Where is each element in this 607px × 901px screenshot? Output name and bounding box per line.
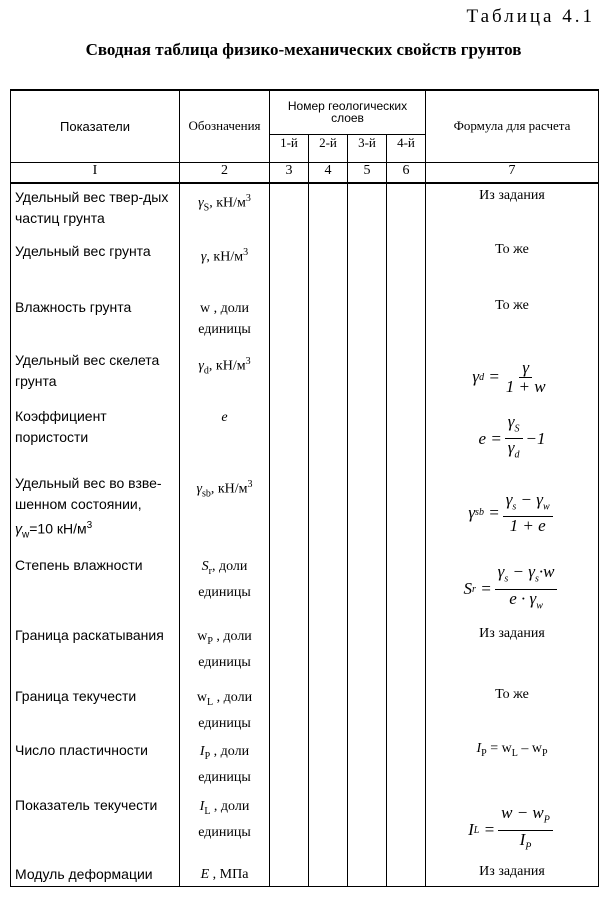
formula-cell: $I_P = w_L - w_P$ — [426, 737, 599, 792]
indicator-cell: Степень влажности — [11, 552, 180, 622]
symbol-cell: e — [180, 403, 270, 470]
symbol-cell: $\gamma_{sb}$, $кН/м^3$ — [180, 470, 270, 552]
formula-cell: γ sb = $\frac{\gamma_s - \gamma_w}{1 + e}$ — [426, 470, 599, 552]
header-layer-number: Номер геологических слоев — [270, 90, 426, 134]
header-designations: Обозначения — [180, 90, 270, 162]
table-row — [11, 470, 599, 552]
col-number-1: I — [11, 162, 180, 183]
table-row — [11, 294, 599, 347]
symbol-cell: $\gamma_d$, $кН/м^3$ — [180, 347, 270, 403]
table-row — [11, 238, 599, 294]
formula-cell: Из задания — [426, 622, 599, 683]
table-row — [11, 683, 599, 737]
symbol-cell: w , доли единицы — [180, 294, 270, 347]
table-row — [11, 622, 599, 683]
page-title: Сводная таблица физико-механических свойств грунтов — [85, 40, 522, 59]
properties-table — [10, 89, 599, 887]
formula-cell: S r = $\frac{\gamma_s - \gamma_s\cdot w}{e \cdot \gamma_w}$ — [426, 552, 599, 622]
header-layer-1: 1-й — [270, 134, 309, 162]
table-row — [11, 792, 599, 864]
indicator-cell: Модуль деформации — [11, 864, 180, 886]
symbol-cell: γ, $кН/м^3$ — [180, 238, 270, 294]
symbol-cell: $S_r$, доли единицы — [180, 552, 270, 622]
table-row — [11, 403, 599, 470]
symbol-cell: $\gamma_S$, $кН/м^3$ — [180, 183, 270, 238]
col-number-2: 2 — [180, 162, 270, 183]
indicator-cell: Удельный вес во взве- шенном состоянии, $\gamma_w=10$ $кН/м^3$ — [11, 470, 180, 552]
table-row — [11, 737, 599, 792]
indicator-cell: Удельный вес грунта — [11, 238, 180, 294]
indicator-cell: Удельный вес твер-дых частиц грунта — [11, 183, 180, 238]
formula-cell: Из задания — [426, 864, 599, 886]
symbol-cell: E , МПа — [180, 864, 270, 886]
header-indicators: Показатели — [11, 90, 180, 162]
header-formula: Формула для расчета — [426, 90, 599, 162]
col-number-3: 3 — [270, 162, 309, 183]
indicator-cell: Число пластичности — [11, 737, 180, 792]
indicator-cell: Граница раскатывания — [11, 622, 180, 683]
col-number-7: 7 — [426, 162, 599, 183]
indicator-cell: Влажность грунта — [11, 294, 180, 347]
formula-cell: γ d = $\frac{\gamma}{1 + w}$ — [426, 347, 599, 403]
table-row — [11, 552, 599, 622]
symbol-cell: $w_L$ , доли единицы — [180, 683, 270, 737]
formula-cell: e = $\frac{\gamma_S}{\gamma_d}$ −1 — [426, 403, 599, 470]
formula-cell: Из задания — [426, 183, 599, 238]
table-caption: Таблица 4.1 — [466, 6, 595, 27]
col-number-6: 6 — [387, 162, 426, 183]
formula-cell: То же — [426, 238, 599, 294]
formula-cell: I L = $\frac{w - w_P}{I_P}$ — [426, 792, 599, 864]
indicator-cell: Показатель текучести — [11, 792, 180, 864]
header-layer-3: 3-й — [348, 134, 387, 162]
col-number-5: 5 — [348, 162, 387, 183]
table-row — [11, 864, 599, 886]
indicator-cell: Удельный вес скелета грунта — [11, 347, 180, 403]
formula-cell: То же — [426, 683, 599, 737]
col-number-4: 4 — [309, 162, 348, 183]
indicator-cell: Коэффициент пористости — [11, 403, 180, 470]
header-layer-4: 4-й — [387, 134, 426, 162]
symbol-cell: $I_P$ , доли единицы — [180, 737, 270, 792]
indicator-cell: Граница текучести — [11, 683, 180, 737]
formula-cell: То же — [426, 294, 599, 347]
table-row — [11, 347, 599, 403]
symbol-cell: $I_L$ , доли единицы — [180, 792, 270, 864]
table-row — [11, 183, 599, 238]
symbol-cell: $w_P$ , доли единицы — [180, 622, 270, 683]
header-layer-2: 2-й — [309, 134, 348, 162]
